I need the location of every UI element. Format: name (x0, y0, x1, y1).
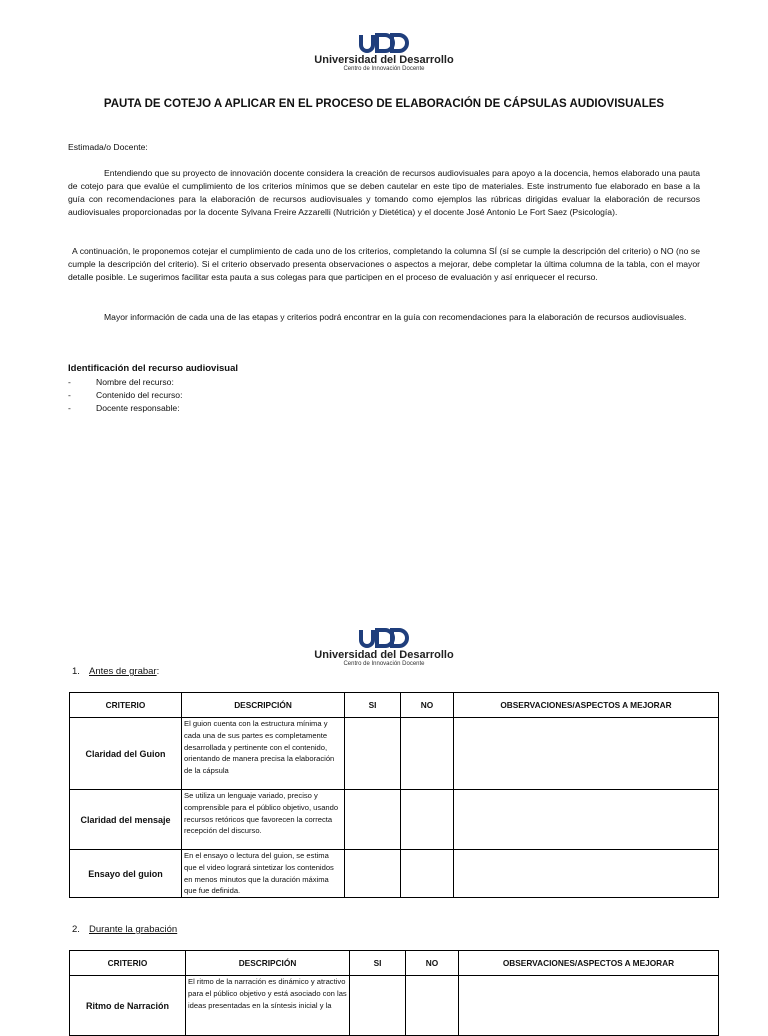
no-cell[interactable] (406, 976, 459, 1036)
list-item: - Docente responsable: (68, 403, 180, 413)
observaciones-cell[interactable] (459, 976, 719, 1036)
no-cell[interactable] (401, 718, 454, 790)
criterio-cell: Ritmo de Narración (70, 976, 186, 1036)
table-row (70, 790, 719, 850)
si-cell[interactable] (345, 850, 401, 898)
descripcion-cell: En el ensayo o lectura del guion, se estima que el video logrará sintetizar los contenidos en menos minutos que la duración máxima que fue definida. (182, 850, 345, 898)
table-row (70, 850, 719, 898)
descripcion-cell: El ritmo de la narración es dinámico y atractivo para el público objetivo y está asociado con las ideas presentadas en la síntesis inicial y la (186, 976, 350, 1036)
criterio-cell: Claridad del Guion (70, 718, 182, 790)
column-header: CRITERIO (70, 951, 186, 976)
university-logo (0, 33, 768, 73)
no-cell[interactable] (401, 790, 454, 850)
table-row (70, 718, 719, 790)
column-header: SI (350, 951, 406, 976)
more-info-paragraph: Mayor información de cada una de las etapas y criterios podrá encontrar en la guía con recomendaciones para la elaboración de recursos audiovisuales. (104, 312, 687, 322)
greeting: Estimada/o Docente: (68, 142, 148, 152)
university-subtitle: Centro de Innovación Docente (343, 661, 425, 667)
list-item: - Nombre del recurso: (68, 377, 174, 387)
criterio-cell: Claridad del mensaje (70, 790, 182, 850)
column-header: OBSERVACIONES/ASPECTOS A MEJORAR (459, 951, 719, 976)
table-row (70, 976, 719, 1036)
document-title: PAUTA DE COTEJO A APLICAR EN EL PROCESO DE ELABORACIÓN DE CÁPSULAS AUDIOVISUALES (103, 98, 665, 110)
section-heading-2: 2. Durante la grabación (72, 924, 178, 935)
si-cell[interactable] (345, 718, 401, 790)
university-subtitle: Centro de Innovación Docente (343, 66, 425, 72)
list-item: - Contenido del recurso: (68, 390, 183, 400)
intro-paragraph: Entendiendo que su proyecto de innovación docente considera la creación de recursos audiovisuales para apoyo a la docencia, hemos elaborado una pauta de cotejo para que evalúe el cumplimiento de los criterios mínimos que se deben cautelar en este tipo de materiales. Este instrumento fue elaborado en base a la guía con recomendaciones para la elaboración de recursos audiovisuales y tomando como ejemplos las rúbricas dirigidas evaluar la elaboración de recursos audiovisuales proporcionadas por la docente Sylvana Freire Azzarelli (Nutrición y Dietética) y el docente José Antonio Le Fort Saez (Psicología). (68, 168, 700, 217)
observaciones-cell[interactable] (454, 850, 719, 898)
column-header: DESCRIPCIÓN (182, 693, 345, 718)
column-header: DESCRIPCIÓN (186, 951, 350, 976)
instructions-paragraph: A continuación, le proponemos cotejar el cumplimiento de cada uno de los criterios, completando la columna SÍ (sí se cumple la descripción del criterio) o NO (no se cumple la descripción del criterio). Si el criterio observado presenta observaciones o aspectos a mejorar, debe completar la última columna de la tabla, con el mayor detalle posible. Le sugerimos facilitar esta pauta a sus colegas para que participen en el proceso de evaluación y así enriquecer el recurso. (68, 246, 700, 282)
descripcion-cell: El guion cuenta con la estructura mínima y cada una de sus partes es completamente desarrollada y pertinente con el contenido, orientando de manera precisa la elaboración de la cápsula (182, 718, 345, 790)
checklist-table-during-recording (69, 950, 719, 1036)
column-header: CRITERIO (70, 693, 182, 718)
udd-logo-mark-icon (359, 628, 409, 648)
table-header-row (70, 951, 719, 976)
no-cell[interactable] (401, 850, 454, 898)
column-header: SI (345, 693, 401, 718)
table-header-row (70, 693, 719, 718)
checklist-table-before-recording (69, 692, 719, 898)
column-header: NO (406, 951, 459, 976)
udd-logo-mark-icon (359, 33, 409, 53)
identification-heading: Identificación del recurso audiovisual (68, 363, 238, 374)
column-header: NO (401, 693, 454, 718)
column-header: OBSERVACIONES/ASPECTOS A MEJORAR (454, 693, 719, 718)
university-logo (0, 628, 768, 668)
university-name: Universidad del Desarrollo (314, 649, 454, 661)
university-name: Universidad del Desarrollo (314, 54, 454, 66)
observaciones-cell[interactable] (454, 790, 719, 850)
criterio-cell: Ensayo del guion (70, 850, 182, 898)
observaciones-cell[interactable] (454, 718, 719, 790)
descripcion-cell: Se utiliza un lenguaje variado, preciso y comprensible para el público objetivo, usando recursos retóricos que favorecen la correcta recepción del discurso. (182, 790, 345, 850)
si-cell[interactable] (345, 790, 401, 850)
section-heading-1: 1. Antes de grabar: (72, 666, 160, 677)
si-cell[interactable] (350, 976, 406, 1036)
